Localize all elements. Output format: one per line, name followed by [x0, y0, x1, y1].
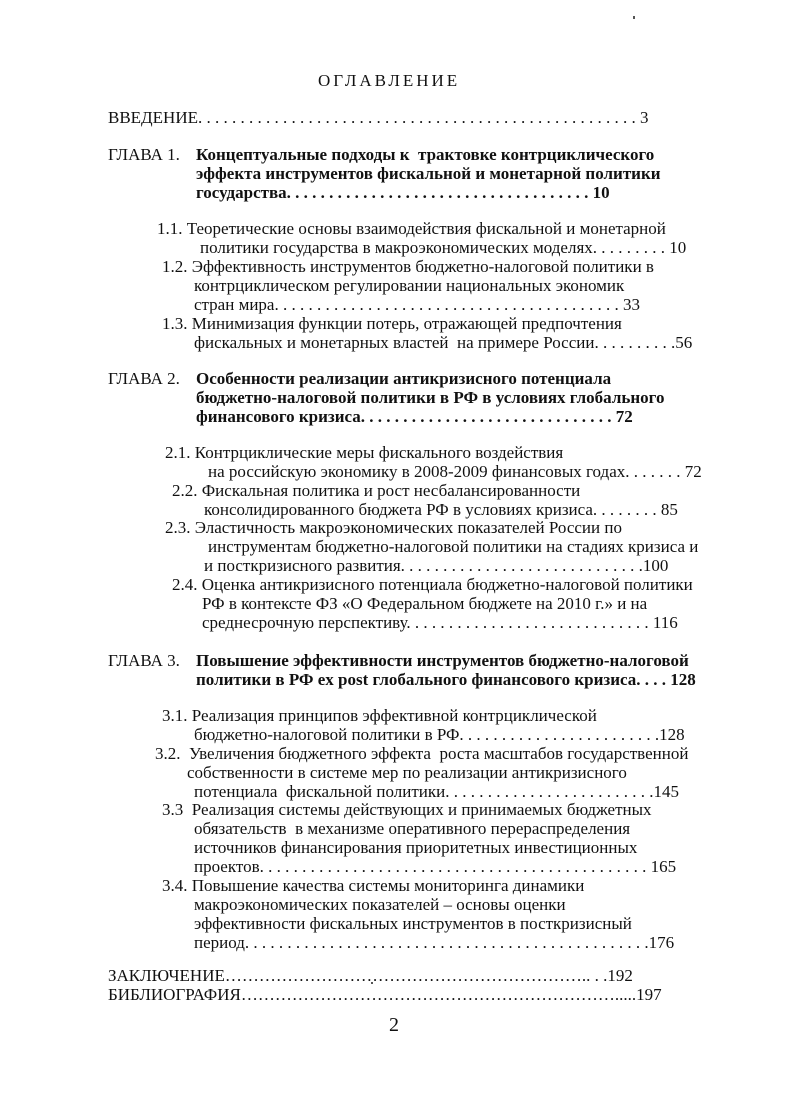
section-line: источников финансирования приоритетных инвестиционных	[194, 838, 638, 857]
section-line: 1.1. Теоретические основы взаимодействия фискальной и монетарной	[157, 219, 666, 238]
section-line: и посткризисного развития. . . . . . . . . . . . . . . . . . . . . . . . . . . . .100	[204, 556, 669, 575]
section-line: 3.2. Увеличения бюджетного эффекта роста масштабов государственной	[155, 744, 689, 763]
section-line: 3.3 Реализация системы действующих и принимаемых бюджетных	[162, 800, 652, 819]
toc-entry-introduction: ВВЕДЕНИЕ. . . . . . . . . . . . . . . . . . . . . . . . . . . . . . . . . . . . . . . . . . . . . . . . . . . . 3	[108, 108, 649, 127]
section-line: собственности в системе мер по реализации антикризисного	[187, 763, 627, 782]
section-line: консолидированного бюджета РФ в условиях кризиса. . . . . . . . 85	[204, 500, 678, 519]
section-line: 2.1. Контрциклические меры фискального воздействия	[165, 443, 564, 462]
section-line: 1.3. Минимизация функции потерь, отражающей предпочтения	[162, 314, 622, 333]
section-line: 2.2. Фискальная политика и рост несбалансированности	[172, 481, 581, 500]
section-line: 2.4. Оценка антикризисного потенциала бюджетно-налоговой политики	[172, 575, 693, 594]
chapter-title-line: бюджетно-налоговой политики в РФ в условиях глобального	[196, 388, 665, 407]
section-line: бюджетно-налоговой политики в РФ. . . . . . . . . . . . . . . . . . . . . . . .128	[194, 725, 685, 744]
section-line: среднесрочную перспективу. . . . . . . . . . . . . . . . . . . . . . . . . . . . . 116	[202, 613, 678, 632]
section-line: обязательств в механизме оперативного перераспределения	[194, 819, 631, 838]
section-line: эффективности фискальных инструментов в посткризисный	[194, 914, 632, 933]
chapter-label: ГЛАВА 3.	[108, 651, 180, 670]
chapter-title-line: эффекта инструментов фискальной и монетарной политики	[196, 164, 661, 183]
section-line: РФ в контексте ФЗ «О Федеральном бюджете на 2010 г.» и на	[202, 594, 648, 613]
section-line: проектов. . . . . . . . . . . . . . . . . . . . . . . . . . . . . . . . . . . . . . . . . . . . . . 165	[194, 857, 677, 876]
section-line: на российскую экономику в 2008-2009 финансовых годах. . . . . . . 72	[208, 462, 702, 481]
section-line: фискальных и монетарных властей на примере России. . . . . . . . . .56	[194, 333, 693, 352]
chapter-title-line: Концептуальные подходы к трактовке контрциклического	[196, 145, 655, 164]
chapter-title-line: государства. . . . . . . . . . . . . . . . . . . . . . . . . . . . . . . . . . . . 10	[196, 183, 610, 202]
section-line: 1.2. Эффективность инструментов бюджетно-налоговой политики в	[162, 257, 654, 276]
page-number: 2	[389, 1014, 399, 1036]
scan-speck	[633, 16, 635, 19]
toc-entry-bibliography: БИБЛИОГРАФИЯ………………………………………………………….....197	[108, 985, 662, 1004]
chapter-title-line: финансового кризиса. . . . . . . . . . . . . . . . . . . . . . . . . . . . . . 72	[196, 407, 633, 426]
section-line: период. . . . . . . . . . . . . . . . . . . . . . . . . . . . . . . . . . . . . . . . . . . . . . . .176	[194, 933, 675, 952]
chapter-title-line: политики в РФ ex post глобального финансового кризиса. . . . 128	[196, 670, 696, 689]
section-line: макроэкономических показателей – основы оценки	[194, 895, 566, 914]
section-line: контрциклическом регулировании национальных экономик	[194, 276, 625, 295]
chapter-label: ГЛАВА 2.	[108, 369, 180, 388]
chapter-label: ГЛАВА 1.	[108, 145, 180, 164]
chapter-title-line: Повышение эффективности инструментов бюджетно-налоговой	[196, 651, 689, 670]
section-line: потенциала фискальной политики. . . . . . . . . . . . . . . . . . . . . . . . .145	[194, 782, 679, 801]
section-line: политики государства в макроэкономических моделях. . . . . . . . . 10	[200, 238, 687, 257]
section-line: инструментам бюджетно-налоговой политики на стадиях кризиса и	[208, 537, 699, 556]
chapter-title-line: Особенности реализации антикризисного потенциала	[196, 369, 612, 388]
section-line: 3.1. Реализация принципов эффективной контрциклической	[162, 706, 597, 725]
toc-entry-conclusion: ЗАКЛЮЧЕНИЕ……………………………………………………….. . .192	[108, 966, 633, 985]
section-line: 2.3. Эластичность макроэкономических показателей России по	[165, 518, 622, 537]
section-line: стран мира. . . . . . . . . . . . . . . . . . . . . . . . . . . . . . . . . . . . . . . . . 33	[194, 295, 640, 314]
page-title: ОГЛАВЛЕНИЕ	[318, 71, 461, 90]
section-line: 3.4. Повышение качества системы мониторинга динамики	[162, 876, 585, 895]
